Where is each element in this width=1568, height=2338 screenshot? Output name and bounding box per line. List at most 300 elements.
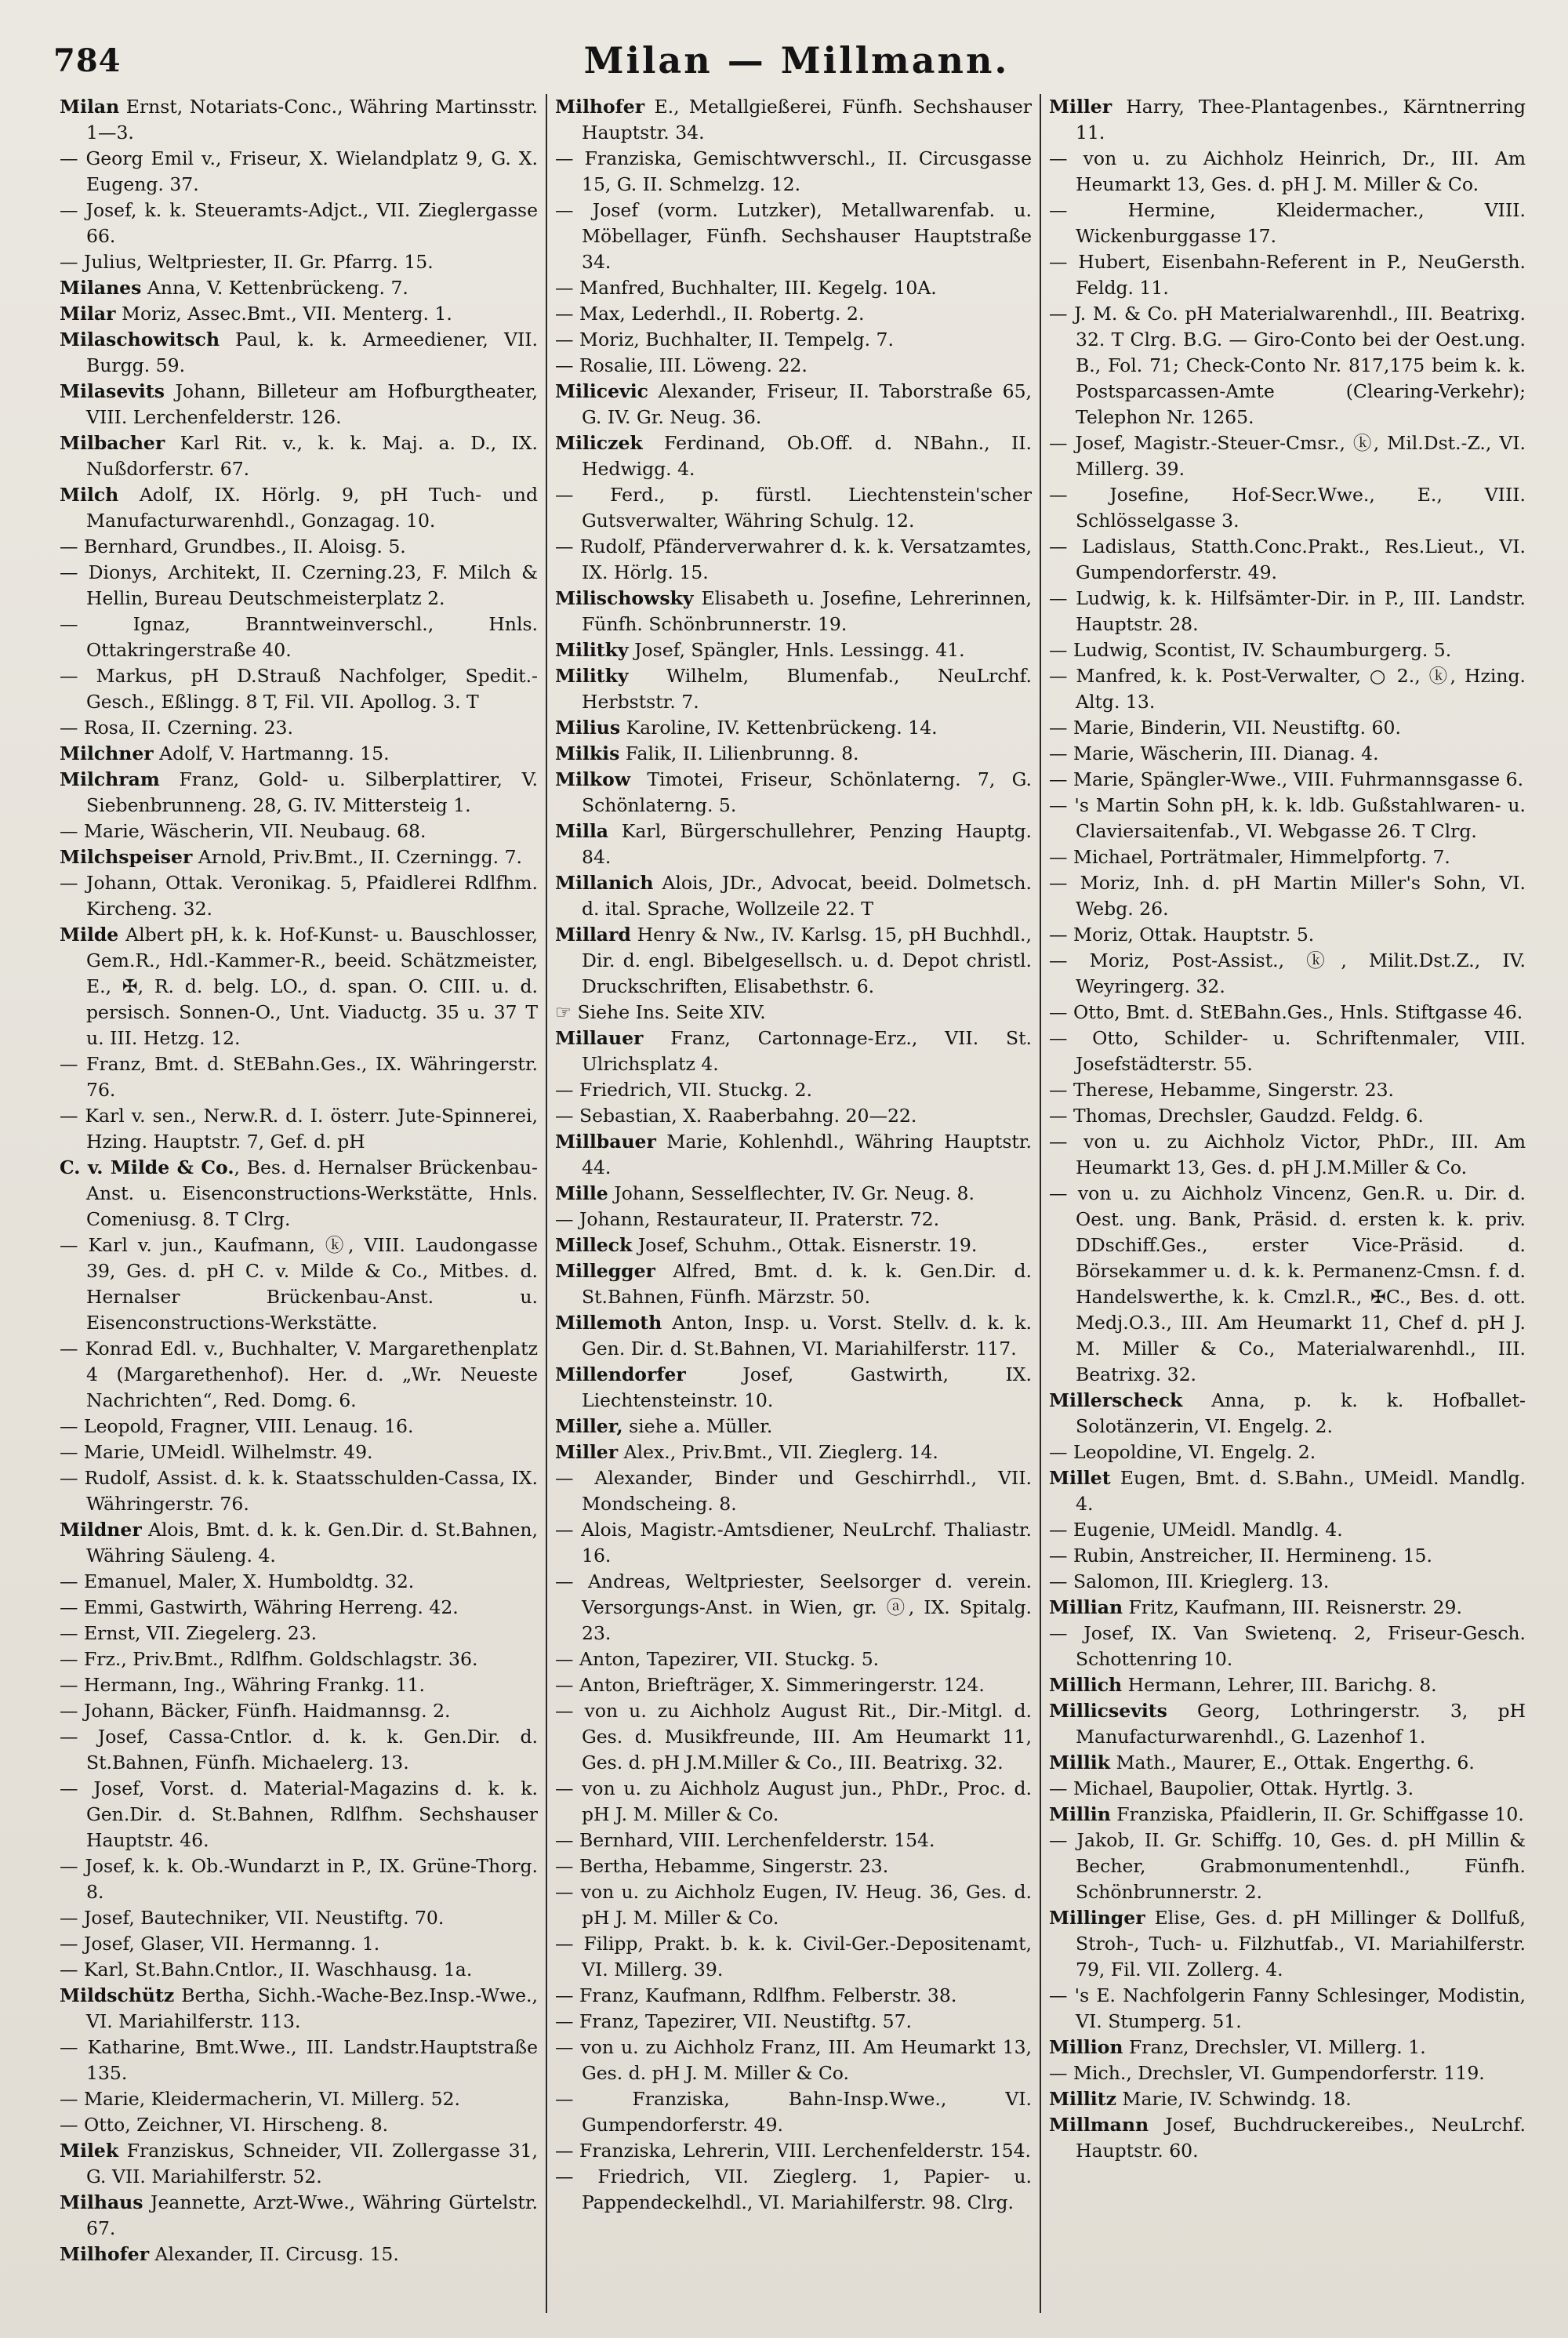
entry-text: Alexander, II. Circusg. 15.	[149, 2243, 399, 2265]
entry-text: — Josef, k. k. Steueramts-Adjct., VII. Zieglergasse 66.	[60, 199, 538, 247]
entry-text: — von u. zu Aichholz Franz, III. Am Heumarkt 13, Ges. d. pH J. M. Miller & Co.	[555, 2036, 1032, 2084]
directory-entry	[1049, 2112, 1526, 2164]
directory-entry	[60, 146, 538, 198]
entry-text: — Alois, Magistr.-Amtsdiener, NeuLrchf. Thaliastr. 16.	[555, 1519, 1032, 1567]
entry-text: Elisabeth u. Josefine, Lehrerinnen, Fünfh. Schönbrunnerstr. 19.	[582, 587, 1032, 635]
directory-entry	[1049, 534, 1526, 586]
entry-text: — Sebastian, X. Raaberbahng. 20—22.	[555, 1105, 917, 1127]
entry-text: — Marie, UMeidl. Wilhelmstr. 49.	[60, 1441, 373, 1463]
entry-text: — Ferd., p. fürstl. Liechtenstein'scher Gutsverwalter, Währing Schulg. 12.	[555, 484, 1032, 532]
entry-text: — Franziska, Bahn-Insp.Wwe., VI. Gumpendorferstr. 49.	[555, 2088, 1032, 2136]
entry-name: Millian	[1049, 1596, 1123, 1618]
entry-name: Mildner	[60, 1519, 142, 1541]
directory-entry	[1049, 2060, 1526, 2086]
directory-entry	[60, 741, 538, 767]
entry-text: — Marie, Wäscherin, VII. Neubaug. 68.	[60, 820, 426, 842]
entry-name: Milkis	[555, 742, 620, 764]
entry-name: C. v. Milde & Co.	[60, 1156, 234, 1178]
entry-text: — Karl v. sen., Nerw.R. d. I. österr. Jute-Spinnerei, Hzing. Hauptstr. 7, Gef. d. pH	[60, 1105, 538, 1153]
entry-name: Millet	[1049, 1467, 1111, 1489]
directory-entry	[60, 1595, 538, 1621]
entry-name: Milanes	[60, 277, 142, 299]
entry-text: — Johann, Restaurateur, II. Praterstr. 72.	[555, 1208, 940, 1230]
entry-text: — Bernhard, Grundbes., II. Aloisg. 5.	[60, 535, 406, 557]
entry-text: — Filipp, Prakt. b. k. k. Civil-Ger.-Depositenamt, VI. Millerg. 39.	[555, 1933, 1032, 1980]
directory-entry	[60, 2242, 538, 2267]
directory-entry	[1049, 1517, 1526, 1543]
directory-entry	[60, 1931, 538, 1957]
directory-entry	[555, 430, 1032, 482]
entry-text: — Franz, Bmt. d. StEBahn.Ges., IX. Währingerstr. 76.	[60, 1053, 538, 1101]
directory-entry	[555, 1569, 1032, 1646]
entry-name: Miller,	[555, 1415, 623, 1437]
directory-entry	[1049, 1621, 1526, 1672]
directory-entry	[60, 275, 538, 301]
entry-name: Milek	[60, 2140, 119, 2162]
entry-text: Franziskus, Schneider, VII. Zollergasse 31, G. VII. Mariahilferstr. 52.	[86, 2140, 538, 2187]
directory-entry	[1049, 198, 1526, 249]
entry-name: Millik	[1049, 1752, 1111, 1773]
entry-text: — Johann, Ottak. Veronikag. 5, Pfaidlerei Rdlfhm. Kircheng. 32.	[60, 872, 538, 920]
directory-entry	[555, 275, 1032, 301]
entry-text: Jeannette, Arzt-Wwe., Währing Gürtelstr. 67.	[86, 2191, 538, 2239]
entry-name: Milaschowitsch	[60, 329, 220, 350]
entry-text: Anton, Insp. u. Vorst. Stellv. d. k. k. Gen. Dir. d. St.Bahnen, VI. Mariahilferstr. 117.	[582, 1312, 1032, 1360]
entry-name: Million	[1049, 2036, 1123, 2058]
directory-entry	[555, 1439, 1032, 1465]
directory-entry	[1049, 1595, 1526, 1621]
entry-text: Josef, Buchdruckereibes., NeuLrchf. Hauptstr. 60.	[1076, 2114, 1526, 2162]
entry-name: Millemoth	[555, 1312, 662, 1334]
entry-name: Millich	[1049, 1674, 1123, 1696]
directory-entry	[60, 1957, 538, 1983]
entry-name: Millauer	[555, 1027, 644, 1049]
entry-text: — Friedrich, VII. Stuckg. 2.	[555, 1079, 812, 1101]
entry-text: — Rosa, II. Czerning. 23.	[60, 717, 293, 739]
entry-text: Josef, Spängler, Hnls. Lessingg. 41.	[628, 639, 965, 661]
directory-entry	[60, 1646, 538, 1672]
directory-entry	[60, 1621, 538, 1646]
entry-text: — Julius, Weltpriester, II. Gr. Pfarrg. 15.	[60, 251, 434, 273]
page-header	[53, 38, 1540, 94]
entry-name: Millerscheck	[1049, 1389, 1183, 1411]
entry-text: — Franziska, Lehrerin, VIII. Lerchenfelderstr. 154.	[555, 2140, 1031, 2162]
entry-text: — 's E. Nachfolgerin Fanny Schlesinger, Modistin, VI. Stumperg. 51.	[1049, 1984, 1526, 2032]
directory-entry	[555, 1646, 1032, 1672]
entry-name: Millinger	[1049, 1907, 1145, 1929]
entry-text: — Anton, Briefträger, X. Simmeringerstr. 124.	[555, 1674, 985, 1696]
entry-text: — Johann, Bäcker, Fünfh. Haidmannsg. 2.	[60, 1700, 451, 1722]
entry-text: — Leopold, Fragner, VIII. Lenaug. 16.	[60, 1415, 414, 1437]
directory-entry	[555, 1026, 1032, 1077]
entry-text: — Marie, Wäscherin, III. Dianag. 4.	[1049, 742, 1379, 764]
entry-name: Millegger	[555, 1260, 655, 1282]
entry-text: Alex., Priv.Bmt., VII. Zieglerg. 14.	[618, 1441, 938, 1463]
directory-entry	[555, 819, 1032, 870]
directory-entry	[555, 1828, 1032, 1853]
entry-text: — Ignaz, Branntweinverschl., Hnls. Ottakringerstraße 40.	[60, 613, 538, 661]
directory-entry	[1049, 637, 1526, 663]
entry-text: Moriz, Assec.Bmt., VII. Menterg. 1.	[115, 303, 452, 325]
entry-text: Timotei, Friseur, Schönlaterng. 7, G. Schönlaterng. 5.	[582, 768, 1032, 816]
entry-text: — Alexander, Binder und Geschirrhdl., VII. Mondscheing. 8.	[555, 1467, 1032, 1515]
directory-entry	[60, 1569, 538, 1595]
entry-text: Josef, Gastwirth, IX. Liechtensteinstr. 10.	[582, 1363, 1032, 1411]
entry-text: — Moriz, Post-Assist., ⓚ, Milit.Dst.Z., IV. Weyringerg. 32.	[1049, 949, 1526, 997]
entry-name: Milkow	[555, 768, 631, 790]
entry-text: Adolf, IX. Hörlg. 9, pH Tuch- und Manufacturwarenhdl., Gonzagag. 10.	[86, 484, 538, 532]
directory-entry	[555, 1776, 1032, 1828]
directory-entry	[1049, 1698, 1526, 1750]
entry-text: — Franziska, Gemischtwverschl., II. Circusgasse 15, G. II. Schmelzg. 12.	[555, 147, 1032, 195]
directory-entry	[1049, 1103, 1526, 1129]
directory-entry	[555, 715, 1032, 741]
entry-name: Milchner	[60, 742, 154, 764]
entry-name: Milch	[60, 484, 119, 506]
directory-entry	[555, 2035, 1032, 2086]
entry-name: Militky	[555, 639, 629, 661]
entry-text: — Marie, Binderin, VII. Neustiftg. 60.	[1049, 717, 1401, 739]
directory-entry	[1049, 1543, 1526, 1569]
entry-text: Marie, Kohlenhdl., Währing Hauptstr. 44.	[582, 1131, 1032, 1178]
entry-name: Milicevic	[555, 380, 648, 402]
entry-name: Milar	[60, 303, 116, 325]
entry-text: — Josef, Vorst. d. Material-Magazins d. k. k. Gen.Dir. d. St.Bahnen, Rdlfhm. Sechshauser Hauptstr. 46.	[60, 1777, 538, 1851]
directory-entry	[1049, 844, 1526, 870]
entry-text: — Michael, Porträtmaler, Himmelpfortg. 7.	[1049, 846, 1450, 868]
entry-text: Anna, V. Kettenbrückeng. 7.	[141, 277, 408, 299]
entry-text: Franz, Cartonnage-Erz., VII. St. Ulrichsplatz 4.	[582, 1027, 1032, 1075]
entry-text: Elise, Ges. d. pH Millinger & Dollfuß, Stroh-, Tuch- u. Filzhutfab., VI. Mariahilferstr. 79, Fil. VII. Zollerg. 4.	[1076, 1907, 1526, 1980]
entry-text: Bertha, Sichh.-Wache-Bez.Insp.-Wwe., VI. Mariahilferstr. 113.	[86, 1984, 538, 2032]
entry-name: Milleck	[555, 1234, 633, 1256]
entry-text: — Ernst, VII. Ziegelerg. 23.	[60, 1622, 318, 1644]
directory-entry	[1049, 715, 1526, 741]
directory-columns	[52, 94, 1559, 2313]
entry-text: — Bertha, Hebamme, Singerstr. 23.	[555, 1855, 889, 1877]
directory-entry	[555, 1310, 1032, 1362]
directory-entry	[60, 198, 538, 249]
entry-name: Milchram	[60, 768, 160, 790]
entry-text: Karl, Bürgerschullehrer, Penzing Hauptg. 84.	[582, 820, 1032, 868]
entry-text: Ferdinand, Ob.Off. d. NBahn., II. Hedwigg. 4.	[582, 432, 1032, 480]
directory-entry	[60, 249, 538, 275]
directory-entry	[60, 870, 538, 922]
entry-name: Millbauer	[555, 1131, 656, 1153]
directory-entry	[60, 1155, 538, 1233]
directory-entry	[555, 1931, 1032, 1983]
entry-text: — Josef, Bautechniker, VII. Neustiftg. 70.	[60, 1907, 445, 1929]
entry-text: — Mich., Drechsler, VI. Gumpendorferstr. 119.	[1049, 2062, 1485, 2084]
directory-entry	[555, 379, 1032, 430]
entry-name: Millanich	[555, 872, 654, 894]
entry-text: — Otto, Zeichner, VI. Hirscheng. 8.	[60, 2114, 389, 2136]
directory-entry	[60, 1517, 538, 1569]
running-head: Milan — Millmann.	[583, 39, 1010, 82]
directory-entry	[1049, 1672, 1526, 1698]
entry-text: — Josef, k. k. Ob.-Wundarzt in P., IX. Grüne-Thorg. 8.	[60, 1855, 538, 1903]
entry-text: — Moriz, Ottak. Hauptstr. 5.	[1049, 924, 1315, 946]
directory-entry	[1049, 1828, 1526, 1905]
directory-entry	[1049, 741, 1526, 767]
directory-entry	[60, 1051, 538, 1103]
directory-entry	[60, 1439, 538, 1465]
column-right	[1040, 94, 1534, 2313]
column-left	[52, 94, 546, 2313]
directory-entry	[555, 1465, 1032, 1517]
directory-entry	[60, 922, 538, 1051]
directory-entry	[1049, 922, 1526, 948]
entry-name: Miller	[555, 1441, 619, 1463]
entry-text: — Jakob, II. Gr. Schiffg. 10, Ges. d. pH Millin & Becher, Grabmonumentenhdl., Fünfh. Schönbrunnerstr. 2.	[1049, 1829, 1526, 1903]
entry-name: Millard	[555, 924, 631, 946]
entry-text: — Katharine, Bmt.Wwe., III. Landstr.Hauptstraße 135.	[60, 2036, 538, 2084]
directory-entry	[1049, 1750, 1526, 1776]
entry-text: Johann, Billeteur am Hofburgtheater, VIII. Lerchenfelderstr. 126.	[86, 380, 538, 428]
entry-text: — Emanuel, Maler, X. Humboldtg. 32.	[60, 1570, 415, 1592]
entry-text: — Rudolf, Pfänderverwahrer d. k. k. Versatzamtes, IX. Hörlg. 15.	[555, 535, 1032, 583]
directory-entry	[1049, 2086, 1526, 2112]
directory-entry	[1049, 482, 1526, 534]
directory-entry	[60, 2086, 538, 2112]
directory-entry	[1049, 1776, 1526, 1802]
directory-entry	[555, 1414, 1032, 1439]
entry-text: Alois, Bmt. d. k. k. Gen.Dir. d. St.Bahnen, Währing Säuleng. 4.	[86, 1519, 538, 1567]
entry-text: — Josef, IX. Van Swietenq. 2, Friseur-Gesch. Schottenring 10.	[1049, 1622, 1526, 1670]
column-middle	[546, 94, 1040, 2313]
directory-entry	[60, 1724, 538, 1776]
directory-entry	[555, 1698, 1032, 1776]
entry-text: — Georg Emil v., Friseur, X. Wielandplatz 9, G. X. Eugeng. 37.	[60, 147, 538, 195]
entry-text: — von u. zu Aichholz August Rit., Dir.-Mitgl. d. Ges. d. Musikfreunde, III. Am Heumarkt 11, Ges. d. pH J.M.Miller & Co., III. Beatrixg. 32.	[555, 1700, 1032, 1773]
entry-text: E., Metallgießerei, Fünfh. Sechshauser Hauptstr. 34.	[582, 96, 1032, 143]
entry-text: — Hermann, Ing., Währing Frankg. 11.	[60, 1674, 425, 1696]
directory-entry	[1049, 1905, 1526, 1983]
entry-text: — Josef (vorm. Lutzker), Metallwarenfab. u. Möbellager, Fünfh. Sechshauser Hauptstraße 34.	[555, 199, 1032, 273]
entry-text: — Manfred, k. k. Post-Verwalter, ○ 2., ⓚ, Hzing. Altg. 13.	[1049, 665, 1526, 713]
entry-text: — Franz, Tapezirer, VII. Neustiftg. 57.	[555, 2010, 913, 2032]
entry-text: — Marie, Spängler-Wwe., VIII. Fuhrmannsgasse 6.	[1049, 768, 1524, 790]
directory-entry	[60, 1336, 538, 1414]
entry-text: — Josefine, Hof-Secr.Wwe., E., VIII. Schlösselgasse 3.	[1049, 484, 1526, 532]
directory-entry	[60, 94, 538, 146]
directory-entry	[1049, 2035, 1526, 2060]
entry-name: Mildschütz	[60, 1984, 175, 2006]
directory-entry	[1049, 1439, 1526, 1465]
directory-entry	[1049, 586, 1526, 637]
directory-entry	[555, 301, 1032, 327]
directory-entry	[555, 1362, 1032, 1414]
directory-entry	[1049, 1181, 1526, 1388]
directory-entry	[555, 1672, 1032, 1698]
directory-entry	[1049, 146, 1526, 198]
directory-entry	[555, 327, 1032, 353]
directory-entry	[60, 1103, 538, 1155]
directory-entry	[60, 1698, 538, 1724]
entry-text: Math., Maurer, E., Ottak. Engerthg. 6.	[1110, 1752, 1475, 1773]
entry-name: Millin	[1049, 1803, 1111, 1825]
entry-text: — Thomas, Drechsler, Gaudzd. Feldg. 6.	[1049, 1105, 1424, 1127]
directory-entry	[555, 2138, 1032, 2164]
directory-entry	[555, 1233, 1032, 1258]
entry-text: — Salomon, III. Krieglerg. 13.	[1049, 1570, 1330, 1592]
directory-entry	[555, 741, 1032, 767]
entry-text: — J. M. & Co. pH Materialwarenhdl., III. Beatrixg. 32. T Clrg. B.G. — Giro-Conto bei der Oest.ung. B., Fol. 71; Check-Conto Nr. 817,175 beim k. k. Postsparcassen-Amte (Clearing-Verkehr); Telephon Nr. 1265.	[1049, 303, 1526, 428]
entry-text: — Therese, Hebamme, Singerstr. 23.	[1049, 1079, 1395, 1101]
directory-entry	[555, 1207, 1032, 1233]
entry-text: Georg, Lothringerstr. 3, pH Manufacturwarenhdl., G. Lazenhof 1.	[1076, 1700, 1526, 1748]
entry-name: Milhofer	[60, 2243, 150, 2265]
directory-entry	[1049, 430, 1526, 482]
directory-entry	[555, 1181, 1032, 1207]
entry-text: — Ladislaus, Statth.Conc.Prakt., Res.Lieut., VI. Gumpendorferstr. 49.	[1049, 535, 1526, 583]
entry-text: — Ludwig, k. k. Hilfsämter-Dir. in P., III. Landstr. Hauptstr. 28.	[1049, 587, 1526, 635]
entry-text: Arnold, Priv.Bmt., II. Czerningg. 7.	[192, 846, 522, 868]
directory-entry	[555, 1103, 1032, 1129]
entry-name: Milbacher	[60, 432, 165, 454]
entry-text: — Rubin, Anstreicher, II. Hermineng. 15.	[1049, 1545, 1432, 1567]
directory-entry	[555, 534, 1032, 586]
entry-text: — Friedrich, VII. Zieglerg. 1, Papier- u. Pappendeckelhdl., VI. Mariahilferstr. 98. Clrg.	[555, 2166, 1032, 2213]
entry-text: Henry & Nw., IV. Karlsg. 15, pH Buchhdl., Dir. d. engl. Bibelgesellsch. u. d. Depot christl. Druckschriften, Elisabethstr. 6.	[582, 924, 1032, 997]
entry-text: Eugen, Bmt. d. S.Bahn., UMeidl. Mandlg. 4.	[1076, 1467, 1526, 1515]
entry-text: — Marie, Kleidermacherin, VI. Millerg. 52.	[60, 2088, 460, 2110]
directory-entry	[1049, 948, 1526, 1000]
entry-text: — von u. zu Aichholz Vincenz, Gen.R. u. Dir. d. Oest. ung. Bank, Präsid. d. ersten k. k. priv. DDschiff.Ges., erster Vice-Präsid. d. Börsekammer u. d. k. k. Permanenz-Cmsn. f. d. Handelswerthe, k. k. Cmzl.R., ✠C., Bes. d. ott. Medj.O.3., III. Am Heumarkt 11, Chef d. pH J. M. Miller & Co., Materialwarenhdl., III. Beatrixg. 32.	[1049, 1182, 1526, 1385]
directory-entry	[60, 612, 538, 663]
entry-name: Millmann	[1049, 2114, 1149, 2136]
directory-entry	[60, 2112, 538, 2138]
entry-text: — Emmi, Gastwirth, Währing Herreng. 42.	[60, 1596, 459, 1618]
entry-text: Karl Rit. v., k. k. Maj. a. D., IX. Nußdorferstr. 67.	[86, 432, 538, 480]
directory-entry	[60, 844, 538, 870]
entry-text: — Hubert, Eisenbahn-Referent in P., NeuGersth. Feldg. 11.	[1049, 251, 1526, 299]
directory-entry	[555, 353, 1032, 379]
entry-name: Miliczek	[555, 432, 643, 454]
directory-entry	[60, 1672, 538, 1698]
entry-name: Milla	[555, 820, 609, 842]
directory-entry	[1049, 1026, 1526, 1077]
directory-entry	[60, 819, 538, 844]
entry-text: — Bernhard, VIII. Lerchenfelderstr. 154.	[555, 1829, 935, 1851]
entry-text: Falik, II. Lilienbrunng. 8.	[619, 742, 859, 764]
directory-entry	[1049, 870, 1526, 922]
entry-text: Alfred, Bmt. d. k. k. Gen.Dir. d. St.Bahnen, Fünfh. Märzstr. 50.	[582, 1260, 1032, 1308]
entry-text: — 's Martin Sohn pH, k. k. ldb. Gußstahlwaren- u. Claviersaitenfab., VI. Webgasse 26. T Clrg.	[1049, 794, 1526, 842]
directory-entry	[60, 1853, 538, 1905]
directory-entry	[555, 870, 1032, 922]
entry-text: Alexander, Friseur, II. Taborstraße 65, G. IV. Gr. Neug. 36.	[582, 380, 1032, 428]
entry-text: Paul, k. k. Armeediener, VII. Burgg. 59.	[86, 329, 538, 376]
directory-entry	[1049, 1569, 1526, 1595]
entry-text: — Manfred, Buchhalter, III. Kegelg. 10A.	[555, 277, 937, 299]
directory-entry	[555, 1879, 1032, 1931]
entry-text: — Rudolf, Assist. d. k. k. Staatsschulden-Cassa, IX. Währingerstr. 76.	[60, 1467, 538, 1515]
entry-text: Franz, Gold- u. Silberplattirer, V. Siebenbrunneng. 28, G. IV. Mittersteig 1.	[86, 768, 538, 816]
entry-text: — Franz, Kaufmann, Rdlfhm. Felberstr. 38.	[555, 1984, 957, 2006]
entry-text: — Karl v. jun., Kaufmann, ⓚ, VIII. Laudongasse 39, Ges. d. pH C. v. Milde & Co., Mitbes. d. Hernalser Brückenbau-Anst. u. Eisenconstructions-Werkstätte.	[60, 1234, 538, 1334]
directory-entry	[1049, 663, 1526, 715]
directory-entry	[555, 1000, 1032, 1026]
entry-name: Milan	[60, 96, 120, 118]
entry-name: Milhaus	[60, 2191, 143, 2213]
entry-text: Harry, Thee-Plantagenbes., Kärntnerring 11.	[1076, 96, 1526, 143]
entry-text: ☞ Siehe Ins. Seite XIV.	[555, 1001, 766, 1023]
entry-text: — Hermine, Kleidermacher., VIII. Wickenburggasse 17.	[1049, 199, 1526, 247]
directory-entry	[1049, 1802, 1526, 1828]
directory-entry	[60, 1414, 538, 1439]
entry-text: Fritz, Kaufmann, III. Reisnerstr. 29.	[1123, 1596, 1462, 1618]
directory-entry	[555, 1258, 1032, 1310]
directory-entry	[555, 1129, 1032, 1181]
entry-text: Marie, IV. Schwindg. 18.	[1116, 2088, 1352, 2110]
entry-text: — Dionys, Architekt, II. Czerning.23, F. Milch & Hellin, Bureau Deutschmeisterplatz 2.	[60, 561, 538, 609]
directory-entry	[60, 1776, 538, 1853]
directory-entry	[60, 560, 538, 612]
directory-entry	[1049, 1000, 1526, 1026]
entry-name: Milasevits	[60, 380, 165, 402]
entry-text: — Moriz, Buchhalter, II. Tempelg. 7.	[555, 329, 894, 350]
directory-entry	[555, 198, 1032, 275]
entry-text: — von u. zu Aichholz Victor, PhDr., III. Am Heumarkt 13, Ges. d. pH J.M.Miller & Co.	[1049, 1131, 1526, 1178]
directory-entry	[555, 2086, 1032, 2138]
directory-entry	[60, 379, 538, 430]
directory-entry	[555, 94, 1032, 146]
entry-text: — Andreas, Weltpriester, Seelsorger d. verein. Versorgungs-Anst. in Wien, gr. ⓐ, IX. Spitalg. 23.	[555, 1570, 1032, 1644]
entry-text: — Frz., Priv.Bmt., Rdlfhm. Goldschlagstr. 36.	[60, 1648, 478, 1670]
entry-text: — Max, Lederhdl., II. Robertg. 2.	[555, 303, 865, 325]
directory-entry	[555, 1077, 1032, 1103]
entry-text: — Karl, St.Bahn.Cntlor., II. Waschhausg. 1a.	[60, 1959, 473, 1980]
directory-entry	[60, 1465, 538, 1517]
entry-name: Militky	[555, 665, 629, 687]
entry-text: siehe a. Müller.	[622, 1415, 773, 1437]
entry-text: — Josef, Glaser, VII. Hermanng. 1.	[60, 1933, 380, 1955]
directory-entry	[555, 1517, 1032, 1569]
entry-text: — Josef, Cassa-Cntlor. d. k. k. Gen.Dir. d. St.Bahnen, Fünfh. Michaelerg. 13.	[60, 1726, 538, 1773]
directory-entry	[555, 663, 1032, 715]
entry-text: — Josef, Magistr.-Steuer-Cmsr., ⓚ, Mil.Dst.-Z., VI. Millerg. 39.	[1049, 432, 1526, 480]
entry-text: — Otto, Schilder- u. Schriftenmaler, VIII. Josefstädterstr. 55.	[1049, 1027, 1526, 1075]
directory-entry	[1049, 1388, 1526, 1439]
directory-entry	[60, 301, 538, 327]
entry-text: Wilhelm, Blumenfab., NeuLrchf. Herbststr. 7.	[582, 665, 1032, 713]
directory-entry	[1049, 1077, 1526, 1103]
entry-text: Hermann, Lehrer, III. Barichg. 8.	[1122, 1674, 1437, 1696]
directory-entry	[555, 922, 1032, 1000]
directory-entry	[60, 534, 538, 560]
entry-text: — Anton, Tapezirer, VII. Stuckg. 5.	[555, 1648, 880, 1670]
directory-entry	[1049, 1983, 1526, 2035]
entry-name: Milischowsky	[555, 587, 694, 609]
directory-entry	[60, 1983, 538, 2035]
page-number: 784	[53, 42, 122, 79]
directory-entry	[1049, 793, 1526, 844]
entry-name: Milchspeiser	[60, 846, 193, 868]
entry-text: — Otto, Bmt. d. StEBahn.Ges., Hnls. Stiftgasse 46.	[1049, 1001, 1523, 1023]
directory-entry	[60, 430, 538, 482]
entry-text: Alois, JDr., Advocat, beeid. Dolmetsch. d. ital. Sprache, Wollzeile 22. T	[582, 872, 1032, 920]
entry-name: Milhofer	[555, 96, 645, 118]
entry-name: Mille	[555, 1182, 608, 1204]
entry-name: Millicsevits	[1049, 1700, 1167, 1722]
entry-text: Adolf, V. Hartmanng. 15.	[153, 742, 390, 764]
entry-text: Karoline, IV. Kettenbrückeng. 14.	[620, 717, 938, 739]
directory-entry	[60, 2138, 538, 2190]
directory-entry	[60, 767, 538, 819]
entry-text: Albert pH, k. k. Hof-Kunst- u. Bauschlosser, Gem.R., Hdl.-Kammer-R., beeid. Schätzmeister, E., ✠, R. d. belg. LO., d. span. O. CIII. u. d. persisch. Sonnen-O., Unt. Viaductg. 35 u. 37 T u. III. Hetzg. 12.	[86, 924, 538, 1049]
directory-entry	[555, 2009, 1032, 2035]
